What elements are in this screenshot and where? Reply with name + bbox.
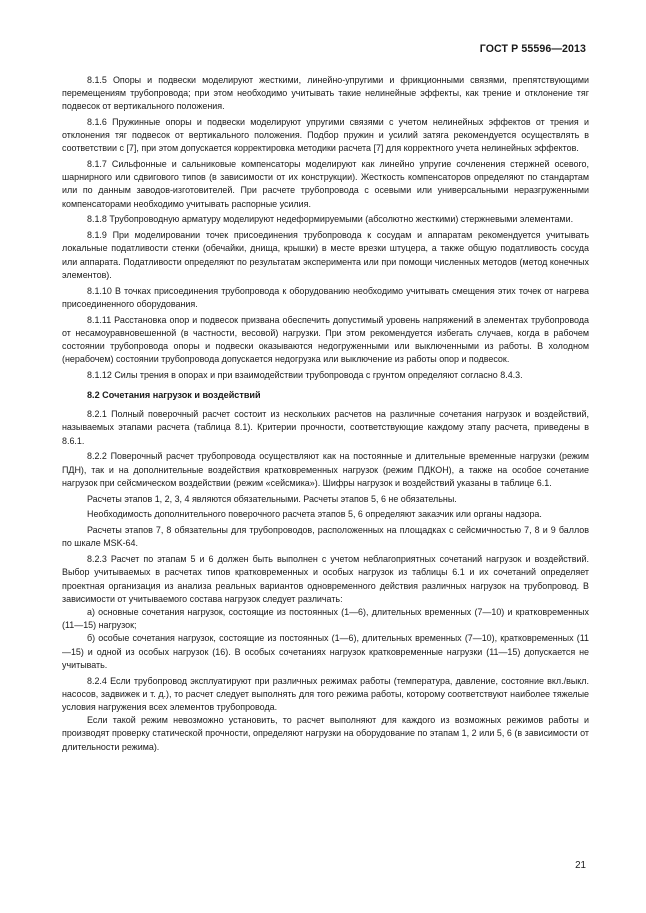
paragraph-8-1-11: 8.1.11 Расстановка опор и подвесок призвана обеспечить допустимый уровень напряжений в элементах трубопровода от несамоуравновешенной (в частности, весовой) нагрузки. При этом рекомендуется избегать случаев, когда в рабочем состоянии трубопровода опоры и подвески оказываются недогруженными или выключенными из работы. В холодном (нерабочем) состоянии трубопровода допускается недогрузка или выключение из работы опор и подвесок. [62, 314, 589, 365]
paragraph-seismic-stages: Расчеты этапов 7, 8 обязательны для трубопроводов, расположенных на площадках с сейсмичностью 7, 8 и 9 баллов по шкале MSK-64. [62, 525, 589, 549]
list-item-b: б) особые сочетания нагрузок, состоящие из постоянных (1—6), длительных временных (7—10), кратковременных (11—15) и одной из особых нагрузок (16). В особых сочетаниях нагрузок кратковременные нагрузки (11—15) допускается не учитывать. [62, 633, 589, 670]
paragraph-8-1-7: 8.1.7 Сильфонные и сальниковые компенсаторы моделируют как линейно упругие сочленения стержней осевого, шарнирного или сдвигового типов (в зависимости от их конструкции). Жесткость компенсаторов определяют по стандартам или по данным заводов-изготовителей. При расчете трубопровода с осевыми или универсальными неразгруженными компенсаторами необходимо учитывать распорные усилия. [62, 159, 589, 209]
section-title: 8.2 Сочетания нагрузок и воздействий [87, 390, 261, 401]
paragraph-multiple-modes: Если такой режим невозможно установить, то расчет выполняют для каждого из возможных режимов работы и производят проверку статической прочности, определяют нагрузки на оборудование по этапам 1, 2 или 5, 6 (в зависимости от длительности режима). [62, 715, 589, 752]
page-number: 21 [575, 860, 586, 871]
paragraph-8-2-1: 8.2.1 Полный поверочный расчет состоит из нескольких расчетов на различные сочетания нагрузок и воздействий, называемых этапами расчета (таблица 8.1). Критерии прочности, соответствующие каждому этапу расчета, приведены в 8.6.1. [62, 409, 589, 446]
paragraph-8-2-2: 8.2.2 Поверочный расчет трубопровода осуществляют как на постоянные и длительные временные нагрузки (режим ПДН), так и на дополнительные воздействия кратковременных нагрузок (режим ПДКОН), а также на особое сочетание нагрузок при сейсмическом воздействии (режим «сейсмика»). Шифры нагрузок и воздействий указаны в таблице 6.1. [62, 451, 589, 488]
paragraph-8-1-6: 8.1.6 Пружинные опоры и подвески моделируют упругими связями с учетом нелинейных эффектов от трения и отклонения тяг подвесок от вертикального положения. Подбор пружин и усилий затяга рекомендуется осуществлять в соответствии с [7], при этом допускается корректировка методики расчета [7] для корректного учета нелинейных эффектов. [62, 116, 589, 154]
paragraph-8-1-9: 8.1.9 При моделировании точек присоединения трубопровода к сосудам и аппаратам рекомендуется учитывать локальные податливости стенки (обечайки, днища, крышки) в месте врезки штуцера, а также общую податливость сосуда или аппарата. Податливости определяют по результатам эксперимента или при помощи численных методов (метод конечных элементов). [62, 230, 589, 280]
paragraph-mandatory-stages: Расчеты этапов 1, 2, 3, 4 являются обязательными. Расчеты этапов 5, 6 не обязательны. [87, 493, 457, 504]
page-content [62, 71, 589, 754]
standard-designation: ГОСТ Р 55596—2013 [479, 43, 586, 55]
paragraph-8-1-5: 8.1.5 Опоры и подвески моделируют жесткими, линейно-упругими и фрикционными связями, препятствующими перемещениям трубопровода; при этом необходимо учитывать такие нелинейные эффекты, как трение и отклонение тяг подвесок от вертикального положения. [62, 74, 589, 111]
paragraph-8-1-10: 8.1.10 В точках присоединения трубопровода к оборудованию необходимо учитывать смещения этих точек от нагрева присоединенного оборудования. [62, 285, 589, 309]
paragraph-8-1-12: 8.1.12 Силы трения в опорах и при взаимодействии трубопровода с грунтом определяют согласно 8.4.3. [87, 370, 523, 381]
paragraph-8-2-4: 8.2.4 Если трубопровод эксплуатируют при различных режимах работы (температура, давление, состояние вкл./выкл. насосов, задвижек и т. д.), то расчет следует выполнять для того режима работы, которому соответствуют наиболее тяжелые условия нагружения всех элементов трубопровода. [62, 675, 589, 713]
paragraph-additional-check: Необходимость дополнительного поверочного расчета этапов 5, 6 определяют заказчик или органы надзора. [87, 509, 542, 520]
paragraph-8-1-8: 8.1.8 Трубопроводную арматуру моделируют недеформируемыми (абсолютно жесткими) стержневыми элементами. [87, 214, 574, 225]
list-item-a: а) основные сочетания нагрузок, состоящие из постоянных (1—6), длительных временных (7—10) и кратковременных (11—15) нагрузок; [62, 607, 589, 631]
paragraph-8-2-3: 8.2.3 Расчет по этапам 5 и 6 должен быть выполнен с учетом неблагоприятных сочетаний нагрузок и воздействий. Выбор учитываемых в расчетах типов кратковременных и особых нагрузок из таблицы 6.1 и их сочетаний определяет проектная организация из анализа реальных вариантов одновременного действия различных нагрузок на трубопровод. В зависимости от учитываемого состава нагрузок следует различать: [62, 554, 589, 604]
